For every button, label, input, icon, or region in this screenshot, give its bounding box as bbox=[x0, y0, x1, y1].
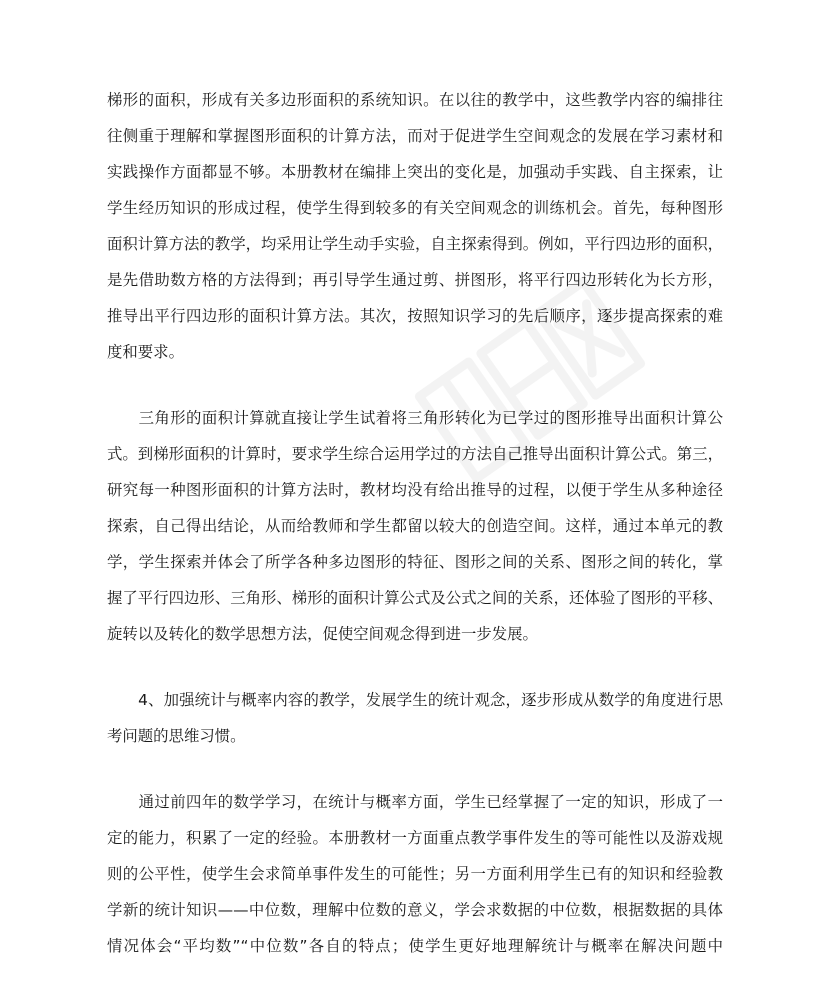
text-line: 往侧重于理解和掌握图形面积的计算方法，而对于促进学生空间观念的发展在学习素材和 bbox=[107, 127, 723, 145]
text-line: 推导出平行四边形的面积计算方法。其次，按照知识学习的先后顺序，逐步提高探索的难 bbox=[107, 307, 723, 325]
text-line: 学，学生探索并体会了所学各种多边图形的特征、图形之间的关系、图形之间的转化，掌 bbox=[107, 553, 723, 571]
paragraph-2 bbox=[107, 400, 723, 652]
paragraph-1 bbox=[107, 82, 723, 370]
text-line: 旋转以及转化的数学思想方法，促使空间观念得到进一步发展。 bbox=[107, 625, 538, 643]
text-line: 研究每一种图形面积的计算方法时，教材均没有给出推导的过程，以便于学生从多种途径 bbox=[107, 481, 723, 499]
text-line: 式。到梯形面积的计算时，要求学生综合运用学过的方法自己推导出面积计算公式。第三， bbox=[107, 445, 723, 463]
paragraph-3-heading bbox=[107, 682, 723, 754]
paragraph-gap bbox=[107, 652, 723, 682]
text-line: 定的能力，积累了一定的经验。本册教材一方面重点教学事件发生的等可能性以及游戏规 bbox=[107, 829, 723, 847]
text-line: 学生经历知识的形成过程，使学生得到较多的有关空间观念的训练机会。首先，每种图形 bbox=[107, 199, 723, 217]
text-line: 4、加强统计与概率内容的教学，发展学生的统计观念，逐步形成从数学的角度进行思 bbox=[107, 691, 723, 709]
text-line: 面积计算方法的教学，均采用让学生动手实验，自主探索得到。例如，平行四边形的面积， bbox=[107, 235, 723, 253]
text-line: 学新的统计知识——中位数，理解中位数的意义，学会求数据的中位数，根据数据的具体 bbox=[107, 901, 723, 919]
text-line: 则的公平性，使学生会求简单事件发生的可能性；另一方面利用学生已有的知识和经验教 bbox=[107, 865, 723, 883]
text-line: 是先借助数方格的方法得到；再引导学生通过剪、拼图形，将平行四边形转化为长方形， bbox=[107, 271, 723, 289]
text-line: 度和要求。 bbox=[107, 343, 184, 361]
text-line: 握了平行四边形、三角形、梯形的面积计算公式及公式之间的关系，还体验了图形的平移、 bbox=[107, 589, 723, 607]
text-line: 实践操作方面都显不够。本册教材在编排上突出的变化是，加强动手实践、自主探索，让 bbox=[107, 163, 723, 181]
text-line: 考问题的思维习惯。 bbox=[107, 727, 246, 745]
text-line: 情况体会“平均数”“中位数”各自的特点；使学生更好地理解统计与概率在解决问题中 bbox=[107, 937, 723, 955]
paragraph-gap bbox=[107, 370, 723, 400]
body-text bbox=[107, 82, 723, 964]
text-line: 梯形的面积，形成有关多边形面积的系统知识。在以往的教学中，这些教学内容的编排往 bbox=[107, 91, 723, 109]
text-line: 三角形的面积计算就直接让学生试着将三角形转化为已学过的图形推导出面积计算公 bbox=[107, 409, 723, 427]
paragraph-gap bbox=[107, 754, 723, 784]
text-line: 通过前四年的数学学习，在统计与概率方面，学生已经掌握了一定的知识，形成了一 bbox=[107, 793, 723, 811]
paragraph-4 bbox=[107, 784, 723, 964]
text-line: 探索，自己得出结论，从而给教师和学生都留以较大的创造空间。这样，通过本单元的教 bbox=[107, 517, 723, 535]
